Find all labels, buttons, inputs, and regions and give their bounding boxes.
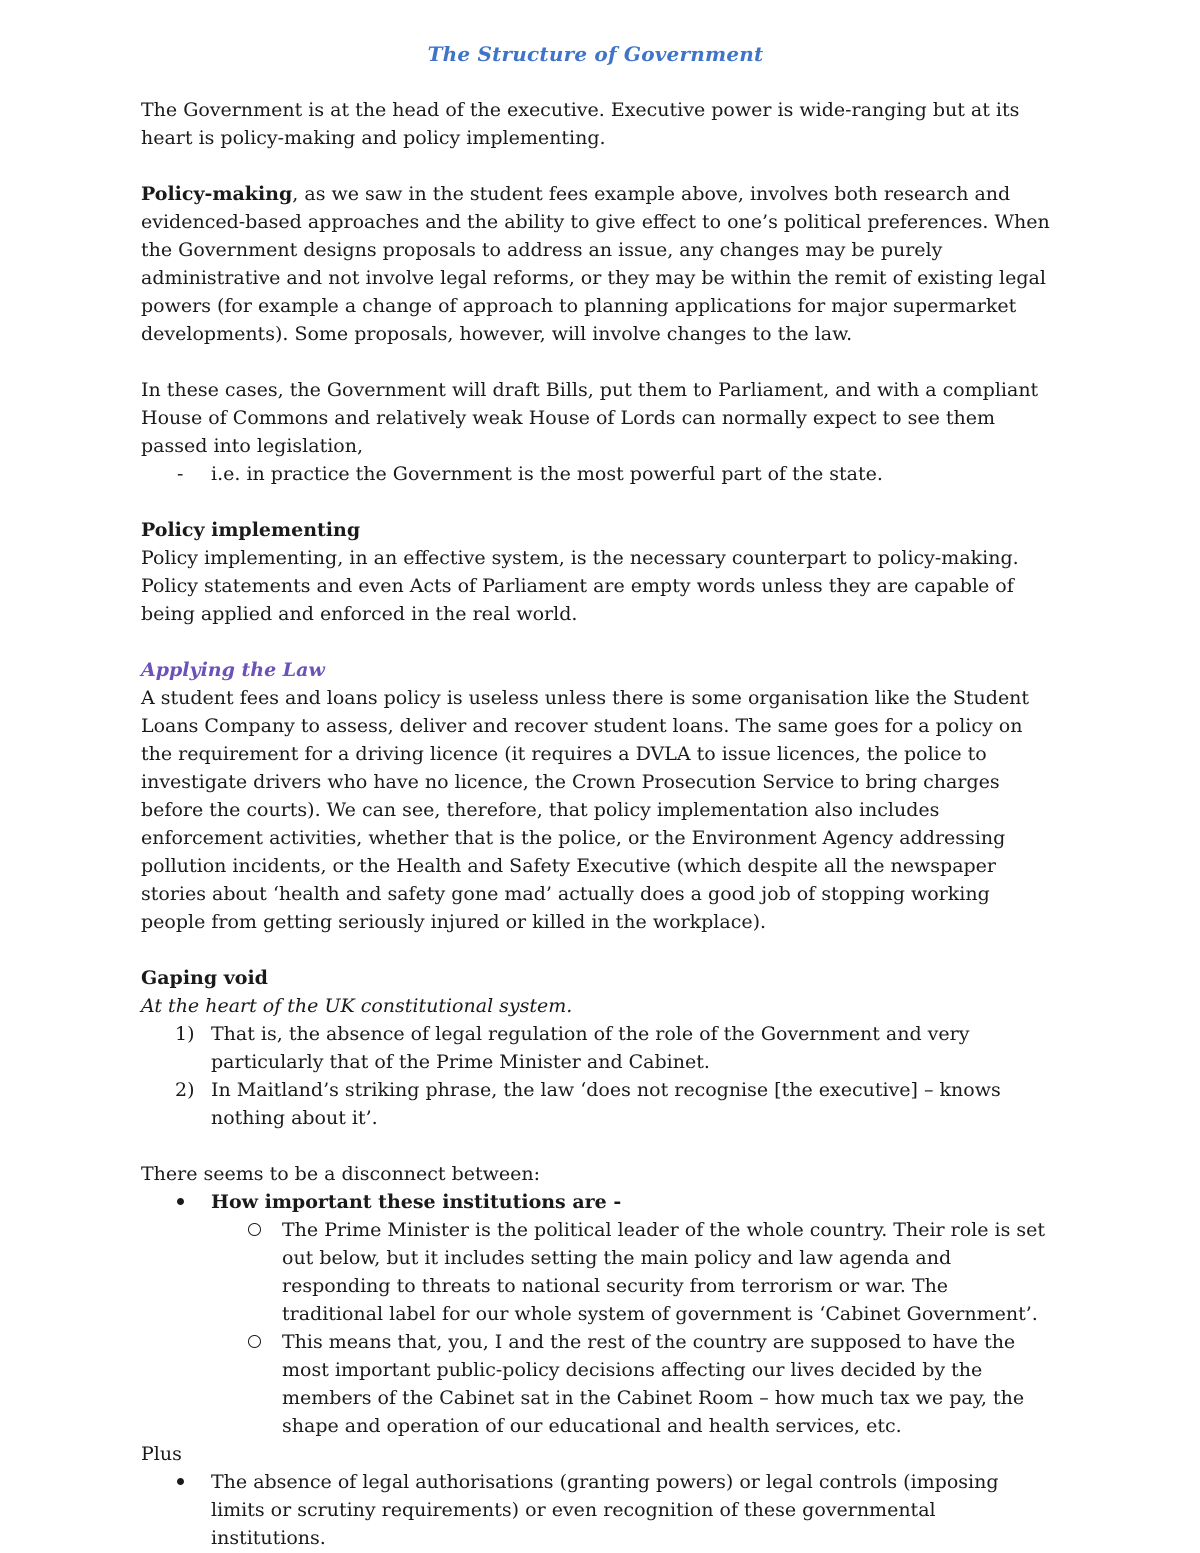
gaping-void-heading: Gaping void (141, 967, 268, 989)
bullet-icon (141, 1188, 211, 1216)
spacer (141, 488, 1050, 516)
list-number: 1) (175, 1023, 195, 1045)
policy-making-paragraph (141, 180, 1050, 348)
spacer (141, 152, 1050, 180)
sub-bullet-item-text: The Prime Minister is the political leader of the whole country. Their role is set out below, but it includes setting the main policy and law agenda and responding to threats to national security from terrorism or war. The traditional label for our whole system of government is ‘Cabinet Government’. (282, 1219, 1046, 1325)
sub-bullet-list-item (141, 1328, 1050, 1440)
list-item-text: That is, the absence of legal regulation of the role of the Government and very particularly that of the Prime Minister and Cabinet. (211, 1023, 970, 1073)
bullet-list-item (141, 1468, 1050, 1552)
circle-bullet-icon (141, 1216, 282, 1328)
list-item-text: In Maitland’s striking phrase, the law ‘does not recognise [the executive] – knows nothing about it’. (211, 1079, 1001, 1129)
dash-item-text: i.e. in practice the Government is the most powerful part of the state. (211, 463, 883, 485)
bills-paragraph: In these cases, the Government will draft Bills, put them to Parliament, and with a compliant House of Commons and relatively weak House of Lords can normally expect to see them passed into legislation, (141, 379, 1039, 457)
document-title: The Structure of Government (427, 42, 764, 66)
sub-bullet-item-text: This means that, you, I and the rest of the country are supposed to have the most important public-policy decisions affecting our lives decided by the members of the Cabinet sat in the Cabinet Room – how much tax we pay, the shape and operation of our educational and health services, etc. (282, 1331, 1025, 1437)
dash-marker: - (177, 463, 184, 485)
policy-implementing-heading: Policy implementing (141, 519, 361, 541)
bullet-icon (141, 1468, 211, 1552)
policy-making-label: Policy-making (141, 183, 293, 205)
applying-law-paragraph: A student fees and loans policy is useless unless there is some organisation like the Student Loans Company to assess, deliver and recover student loans. The same goes for a policy on the requirement for a driving licence (it requires a DVLA to issue licences, the police to investigate drivers who have no licence, the Crown Prosecution Service to bring charges before the courts). We can see, therefore, that policy implementation also includes enforcement activities, whether that is the police, or the Environment Agency addressing pollution incidents, or the Health and Safety Executive (which despite all the newspaper stories about ‘health and safety gone mad’ actually does a good job of stopping working people from getting seriously injured or killed in the workplace). (141, 687, 1030, 933)
bullet-item-text: How important these institutions are - (211, 1191, 622, 1213)
policy-implementing-paragraph: Policy implementing, in an effective system, is the necessary counterpart to policy-making. Policy statements and even Acts of Parliament are empty words unless they are capable of being applied and enforced in the real world. (141, 547, 1019, 625)
applying-law-heading: Applying the Law (141, 659, 325, 681)
spacer (141, 628, 1050, 656)
gaping-void-subtitle: At the heart of the UK constitutional system. (141, 995, 573, 1017)
intro-paragraph: The Government is at the head of the executive. Executive power is wide-ranging but at its heart is policy-making and policy implementing. (141, 99, 1020, 149)
policy-making-text: , as we saw in the student fees example above, involves both research and evidenced-based approaches and the ability to give effect to one’s political preferences. When the Government designs proposals to address an issue, any changes may be purely administrative and not involve legal reforms, or they may be within the remit of existing legal powers (for example a change of approach to planning applications for major supermarket developments). Some proposals, however, will involve changes to the law. (141, 183, 1050, 345)
sub-bullet-list-item (141, 1216, 1050, 1328)
spacer (141, 348, 1050, 376)
bullet-item-text: The absence of legal authorisations (granting powers) or legal controls (imposing limits or scrutiny requirements) or even recognition of these governmental institutions. (211, 1471, 999, 1549)
bullet-list-item (141, 1188, 1050, 1216)
list-number: 2) (175, 1079, 195, 1101)
spacer (141, 936, 1050, 964)
circle-bullet-icon (141, 1328, 282, 1440)
numbered-list-item (141, 1076, 1050, 1132)
plus-label: Plus (141, 1443, 182, 1465)
spacer (141, 1132, 1050, 1160)
disconnect-intro: There seems to be a disconnect between: (141, 1163, 541, 1185)
numbered-list-item (141, 1020, 1050, 1076)
dash-list-item (141, 460, 1050, 488)
